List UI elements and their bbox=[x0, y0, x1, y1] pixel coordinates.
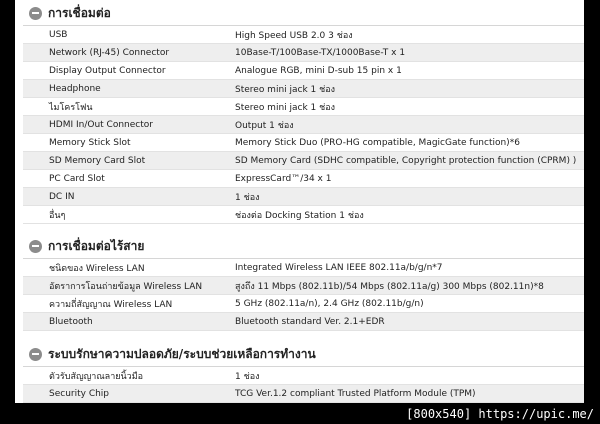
spec-value: Output 1 ช่อง bbox=[235, 120, 294, 131]
spec-value: ExpressCard™/34 x 1 bbox=[235, 173, 332, 184]
spec-row bbox=[23, 170, 584, 188]
spec-row bbox=[23, 385, 584, 403]
spec-value: Bluetooth standard Ver. 2.1+EDR bbox=[235, 316, 385, 327]
spec-label: ไมโครโฟน bbox=[49, 102, 93, 113]
spec-row bbox=[23, 134, 584, 152]
spec-row bbox=[23, 26, 584, 44]
spec-row bbox=[23, 206, 584, 224]
spec-value: Integrated Wireless LAN IEEE 802.11a/b/g/n*7 bbox=[235, 262, 443, 273]
spec-label: Security Chip bbox=[49, 388, 110, 399]
spec-value: Stereo mini jack 1 ช่อง bbox=[235, 84, 336, 95]
spec-label: ชนิดของ Wireless LAN bbox=[49, 263, 145, 274]
spec-value: 10Base-T/100Base-TX/1000Base-T x 1 bbox=[235, 47, 406, 58]
spec-value: 1 ช่อง bbox=[235, 371, 260, 382]
section-header-wireless bbox=[15, 234, 584, 258]
spec-label: Display Output Connector bbox=[49, 65, 166, 76]
spec-row bbox=[23, 188, 584, 206]
spec-label: USB bbox=[49, 29, 68, 40]
spec-value: Stereo mini jack 1 ช่อง bbox=[235, 102, 336, 113]
spec-row bbox=[23, 367, 584, 385]
spec-row bbox=[23, 313, 584, 331]
spec-row bbox=[23, 259, 584, 277]
spec-label: DC IN bbox=[49, 191, 75, 202]
spec-row bbox=[23, 295, 584, 313]
spec-row bbox=[23, 98, 584, 116]
spec-label: SD Memory Card Slot bbox=[49, 155, 146, 166]
spec-value: 1 ช่อง bbox=[235, 192, 260, 203]
section-title: การเชื่อมต่อไร้สาย bbox=[48, 238, 145, 253]
spec-label: อัตราการโอนถ่ายข้อมูล Wireless LAN bbox=[49, 281, 203, 292]
spec-sheet bbox=[15, 0, 584, 403]
spec-label: Memory Stick Slot bbox=[49, 137, 131, 148]
minus-circle-icon[interactable] bbox=[29, 348, 42, 361]
spec-value: SD Memory Card (SDHC compatible, Copyright protection function (CPRM) ) bbox=[235, 155, 577, 166]
spec-row bbox=[23, 152, 584, 170]
spec-row bbox=[23, 277, 584, 295]
watermark-text: [800x540] https://upic.me/ bbox=[406, 407, 594, 421]
spec-label: Headphone bbox=[49, 83, 101, 94]
spec-value: ช่องต่อ Docking Station 1 ช่อง bbox=[235, 210, 364, 221]
spec-row bbox=[23, 62, 584, 80]
spec-label: Network (RJ-45) Connector bbox=[49, 47, 170, 58]
section-title: การเชื่อมต่อ bbox=[48, 5, 111, 20]
spec-row bbox=[23, 80, 584, 98]
spec-row bbox=[23, 44, 584, 62]
spec-value: High Speed USB 2.0 3 ช่อง bbox=[235, 30, 353, 41]
spec-value: Analogue RGB, mini D-sub 15 pin x 1 bbox=[235, 65, 402, 76]
minus-circle-icon[interactable] bbox=[29, 7, 42, 20]
spec-value: Memory Stick Duo (PRO-HG compatible, MagicGate function)*6 bbox=[235, 137, 520, 148]
section-header-security bbox=[15, 342, 584, 366]
spec-label: Bluetooth bbox=[49, 316, 93, 327]
spec-value: 5 GHz (802.11a/n), 2.4 GHz (802.11b/g/n) bbox=[235, 298, 424, 309]
minus-circle-icon[interactable] bbox=[29, 240, 42, 253]
spec-row bbox=[23, 116, 584, 134]
spec-label: HDMI In/Out Connector bbox=[49, 119, 153, 130]
spec-label: ตัวรับสัญญาณลายนิ้วมือ bbox=[49, 371, 144, 382]
section-header-connectivity bbox=[15, 1, 584, 25]
spec-label: อื่นๆ bbox=[49, 210, 66, 221]
spec-value: สูงถึง 11 Mbps (802.11b)/54 Mbps (802.11a/g) 300 Mbps (802.11n)*8 bbox=[235, 281, 544, 292]
spec-label: PC Card Slot bbox=[49, 173, 105, 184]
spec-value: TCG Ver.1.2 compliant Trusted Platform Module (TPM) bbox=[235, 388, 476, 399]
section-title: ระบบรักษาความปลอดภัย/ระบบช่วยเหลือการทำงาน bbox=[48, 346, 316, 361]
spec-label: ความถี่สัญญาณ Wireless LAN bbox=[49, 299, 173, 310]
